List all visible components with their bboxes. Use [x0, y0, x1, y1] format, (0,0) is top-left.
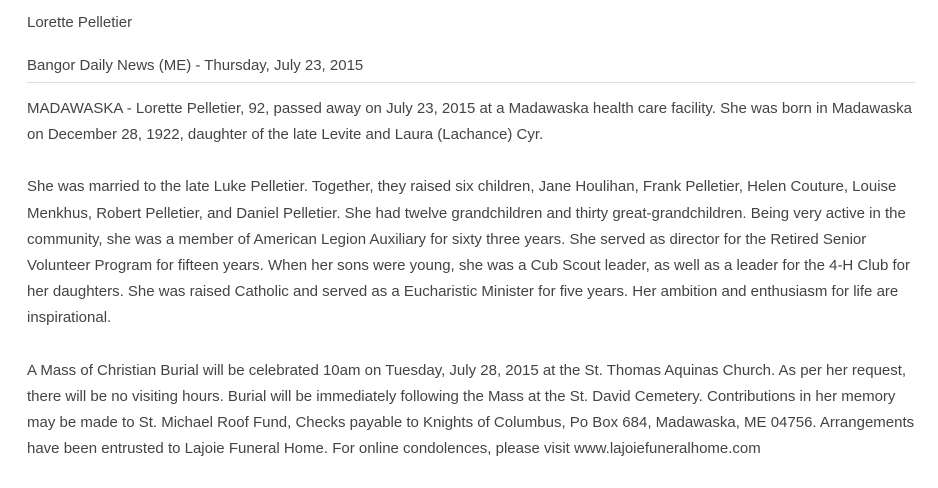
obituary-paragraph: She was married to the late Luke Pelletier. Together, they raised six children, Jane Houlihan, Frank Pelletier, Helen Couture, Louise Menkhus, Robert Pelletier, and Daniel Pelletier. She had twelve grandchildren and thirty great-grandchildren. Being very active in the community, she was a member of American Legion Auxiliary for sixty three years. She served as director for the Retired Senior Volunteer Program for fifteen years. When her sons were young, she was a Cub Scout leader, as well as a leader for the 4-H Club for her daughters. She was raised Catholic and served as a Eucharistic Minister for five years. Her ambition and enthusiasm for life are inspirational.	[27, 178, 910, 327]
divider	[27, 82, 915, 83]
deceased-name: Lorette Pelletier	[27, 14, 133, 31]
obituary-body	[27, 96, 917, 488]
obituary-paragraph: A Mass of Christian Burial will be celebrated 10am on Tuesday, July 28, 2015 at the St. Thomas Aquinas Church. As per her request, there will be no visiting hours. Burial will be immediately following the Mass at the St. David Cemetery. Contributions in her memory may be made to St. Michael Roof Fund, Checks payable to Knights of Columbus, Po Box 684, Madawaska, ME 04756. Arrangements have been entrusted to Lajoie Funeral Home. For online condolences, please visit www.lajoiefuneralhome.com	[27, 361, 915, 458]
obituary-paragraph: MADAWASKA - Lorette Pelletier, 92, passed away on July 23, 2015 at a Madawaska health care facility. She was born in Madawaska on December 28, 1922, daughter of the late Levite and Laura (Lachance) Cyr.	[27, 100, 912, 144]
publication-source: Bangor Daily News (ME) - Thursday, July 23, 2015	[27, 57, 364, 74]
